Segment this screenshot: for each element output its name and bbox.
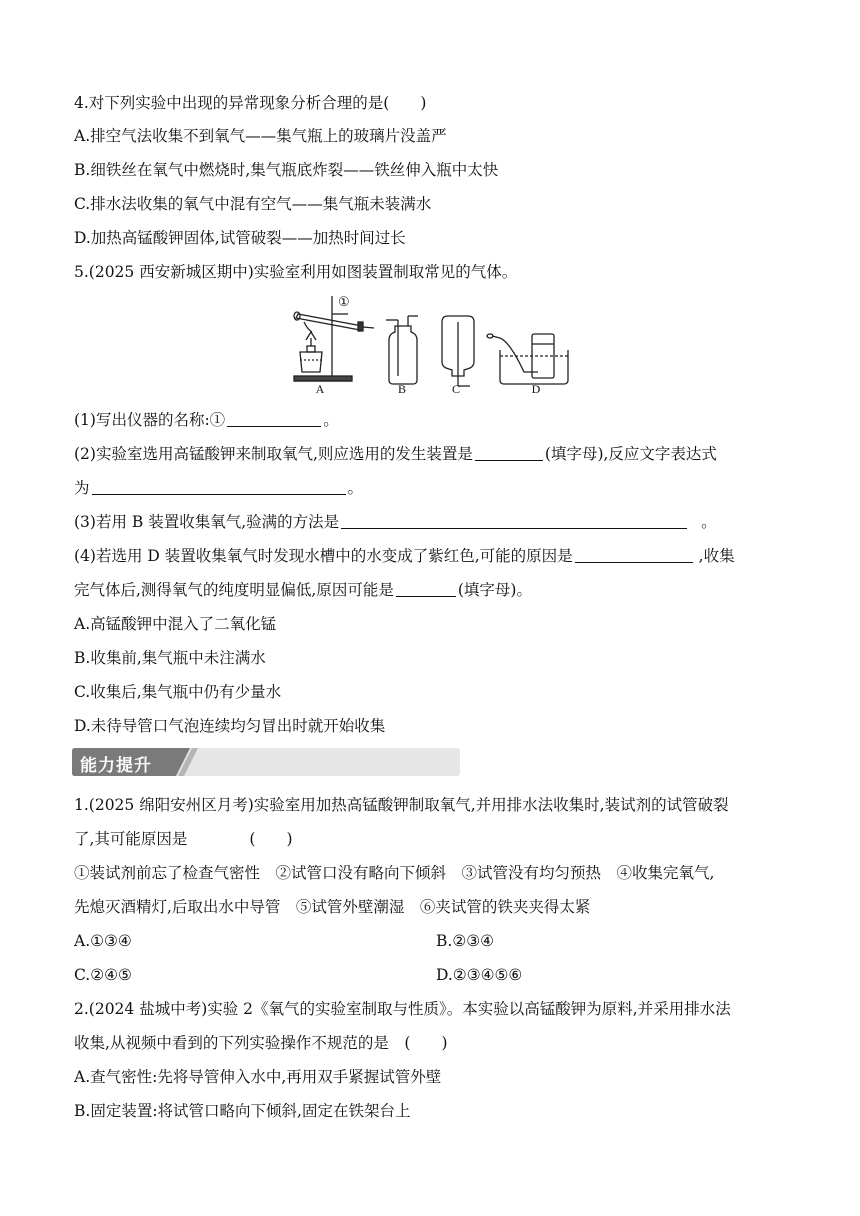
a1-items-line2: 先熄灭酒精灯,后取出水中导管 ⑤试管外壁潮湿 ⑥夹试管的铁夹夹得太紧 <box>74 898 591 916</box>
a1-options-row1 <box>74 930 794 952</box>
figure-label-c: C <box>451 382 460 396</box>
q5-part3-text: (3)若用 B 装置收集氧气,验满的方法是 <box>74 513 340 531</box>
q5-option-b[interactable]: B.收集前,集气瓶中未注满水 <box>74 649 266 667</box>
a2-stem-line1: 2.(2024 盐城中考)实验 2《氧气的实验室制取与性质》。本实验以高锰酸钾为原料,并采用排水法 <box>74 1000 731 1018</box>
q5-part3 <box>74 511 794 533</box>
section-banner <box>72 748 460 776</box>
section-title: 能力提升 <box>80 756 152 776</box>
q5-option-d[interactable]: D.未待导管口气泡连续均匀冒出时就开始收集 <box>74 717 386 735</box>
figure-label-b: B <box>397 382 406 396</box>
q5-part4-line2 <box>74 579 794 601</box>
q4-stem: 4.对下列实验中出现的异常现象分析合理的是( ) <box>74 94 427 112</box>
q5-part2-blank-letter[interactable] <box>475 444 543 461</box>
q5-part2-end: 。 <box>347 479 364 497</box>
q5-part2-mid: (填字母),反应文字表达式 <box>544 445 717 463</box>
q5-part4-text: (4)若选用 D 装置收集氧气时发现水槽中的水变成了紫红色,可能的原因是 <box>74 547 573 565</box>
q5-part1-blank[interactable] <box>227 410 321 427</box>
q5-part2-prefix: 为 <box>74 479 90 497</box>
q5-option-a[interactable]: A.高锰酸钾中混入了二氧化锰 <box>74 615 277 633</box>
q5-part3-blank[interactable] <box>341 512 687 529</box>
q5-part4-mid: ,收集 <box>698 547 735 565</box>
q4-option-c[interactable]: C.排水法收集的氧气中混有空气——集气瓶未装满水 <box>74 195 432 213</box>
q5-stem: 5.(2025 西安新城区期中)实验室利用如图装置制取常见的气体。 <box>74 263 518 281</box>
q5-part4-blank-reason[interactable] <box>575 546 693 563</box>
q5-part4-line1 <box>74 545 794 567</box>
a1-options-row2 <box>74 964 794 986</box>
q4-option-b[interactable]: B.细铁丝在氧气中燃烧时,集气瓶底炸裂——铁丝伸入瓶中太快 <box>74 161 499 179</box>
q5-part1-end: 。 <box>323 411 339 429</box>
figure-label-a: A <box>315 382 325 396</box>
q5-part2-line1 <box>74 443 794 465</box>
a1-option-c[interactable]: C.②④⑤ <box>74 966 132 984</box>
apparatus-figure <box>286 292 576 400</box>
q5-part1-text: (1)写出仪器的名称:① <box>74 411 226 429</box>
apparatus-marker-1: ① <box>338 295 350 310</box>
a2-option-b[interactable]: B.固定装置:将试管口略向下倾斜,固定在铁架台上 <box>74 1102 411 1120</box>
q5-part3-end: 。 <box>701 513 717 531</box>
a1-items-line1: ①装试剂前忘了检查气密性 ②试管口没有略向下倾斜 ③试管没有均匀预热 ④收集完氧气, <box>74 864 715 882</box>
q5-part4-blank-letter[interactable] <box>396 580 456 597</box>
q5-part2-text: (2)实验室选用高锰酸钾来制取氧气,则应选用的发生装置是 <box>74 445 473 463</box>
a2-stem-line2: 收集,从视频中看到的下列实验操作不规范的是 ( ) <box>74 1034 448 1052</box>
a1-option-b[interactable]: B.②③④ <box>436 932 495 950</box>
q5-part4-text2: 完气体后,测得氧气的纯度明显偏低,原因可能是 <box>74 581 394 599</box>
q4-option-d[interactable]: D.加热高锰酸钾固体,试管破裂——加热时间过长 <box>74 229 406 247</box>
q5-option-c[interactable]: C.收集后,集气瓶中仍有少量水 <box>74 683 282 701</box>
q5-part4-end: (填字母)。 <box>457 581 532 599</box>
a1-stem-line1: 1.(2025 绵阳安州区月考)实验室用加热高锰酸钾制取氧气,并用排水法收集时,装试剂的试管破裂 <box>74 796 729 814</box>
q5-part1 <box>74 409 794 431</box>
figure-label-d: D <box>531 382 541 396</box>
a1-stem-line2: 了,其可能原因是 ( ) <box>74 830 293 848</box>
a1-option-d[interactable]: D.②③④⑤⑥ <box>436 966 523 984</box>
q4-option-a[interactable]: A.排空气法收集不到氧气——集气瓶上的玻璃片没盖严 <box>74 127 447 145</box>
a1-option-a[interactable]: A.①③④ <box>74 932 132 950</box>
a2-option-a[interactable]: A.查气密性:先将导管伸入水中,再用双手紧握试管外壁 <box>74 1068 442 1086</box>
q5-part2-line2 <box>74 477 794 499</box>
q5-part2-blank-equation[interactable] <box>92 478 346 495</box>
